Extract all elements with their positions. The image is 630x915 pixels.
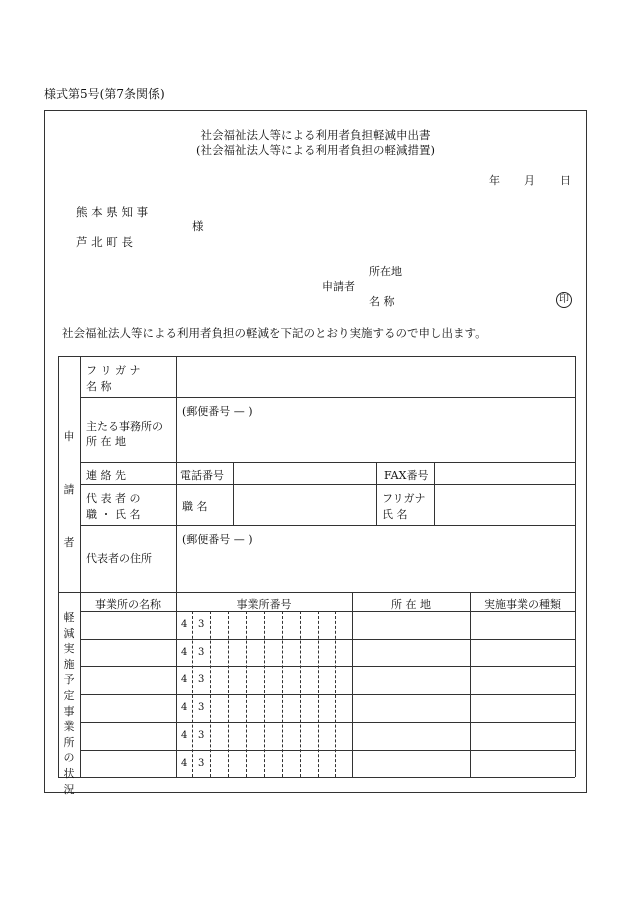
office-number-prefix-4: 4 bbox=[181, 647, 188, 658]
office-number-prefix-3: 3 bbox=[198, 702, 205, 713]
office-number-prefix-3: 3 bbox=[198, 758, 205, 769]
furigana-label: フ リ ガ ナ bbox=[86, 364, 141, 377]
applicant-name-label: 名 称 bbox=[369, 295, 395, 308]
name-label: 名 称 bbox=[86, 380, 112, 393]
office-number-prefix-4: 4 bbox=[181, 702, 188, 713]
phone-label: 電話番号 bbox=[180, 469, 224, 482]
applicant-section-label: 申請者 bbox=[63, 430, 75, 549]
office-number-header: 事業所番号 bbox=[236, 598, 292, 611]
representative-label-1: 代 表 者 の bbox=[86, 492, 141, 505]
applicant-address-label: 所在地 bbox=[369, 265, 402, 278]
representative-name-label: 氏 名 bbox=[382, 508, 408, 521]
service-type-header: 実施事業の種類 bbox=[484, 598, 561, 611]
office-number-prefix-4: 4 bbox=[181, 674, 188, 685]
form-title: 社会福祉法人等による利用者負担軽減申出書 bbox=[200, 128, 431, 142]
office-name-header: 事業所の名称 bbox=[95, 598, 161, 611]
office-postal-code: (郵便番号 — ) bbox=[182, 405, 253, 418]
office-number-prefix-4: 4 bbox=[181, 758, 188, 769]
contact-label: 連 絡 先 bbox=[86, 469, 126, 482]
addressee-governor: 熊 本 県 知 事 bbox=[76, 205, 149, 219]
offices-section-label: 軽減実施予定事業所の状況 bbox=[63, 611, 75, 796]
addressee-mayor: 芦 北 町 長 bbox=[76, 235, 133, 249]
office-number-prefix-3: 3 bbox=[198, 674, 205, 685]
date-year: 年 bbox=[489, 174, 500, 187]
office-number-prefix-3: 3 bbox=[198, 647, 205, 658]
office-location-header: 所 在 地 bbox=[391, 598, 431, 611]
seal-mark: 印 bbox=[556, 292, 572, 308]
date-month: 月 bbox=[524, 174, 535, 187]
fax-label: FAX番号 bbox=[384, 469, 429, 482]
representative-address-label: 代表者の住所 bbox=[86, 552, 152, 565]
office-address-label-2: 所 在 地 bbox=[86, 435, 126, 448]
office-number-prefix-4: 4 bbox=[181, 730, 188, 741]
office-number-prefix-3: 3 bbox=[198, 730, 205, 741]
office-number-prefix-4: 4 bbox=[181, 619, 188, 630]
office-number-prefix-3: 3 bbox=[198, 619, 205, 630]
representative-label-2: 職 ・ 氏 名 bbox=[86, 508, 141, 521]
addressee-honorific: 様 bbox=[192, 219, 204, 233]
representative-furigana-label: フリガナ bbox=[382, 492, 426, 505]
position-label: 職 名 bbox=[182, 500, 208, 513]
form-number: 様式第5号(第7条関係) bbox=[44, 87, 165, 101]
form-subtitle: (社会福祉法人等による利用者負担の軽減措置) bbox=[196, 143, 435, 157]
statement: 社会福祉法人等による利用者負担の軽減を下記のとおり実施するので申し出ます。 bbox=[62, 326, 487, 340]
date-day: 日 bbox=[560, 174, 571, 187]
applicant-label: 申請者 bbox=[322, 280, 355, 293]
rep-postal-code: (郵便番号 — ) bbox=[182, 533, 253, 546]
office-address-label-1: 主たる事務所の bbox=[86, 420, 163, 433]
